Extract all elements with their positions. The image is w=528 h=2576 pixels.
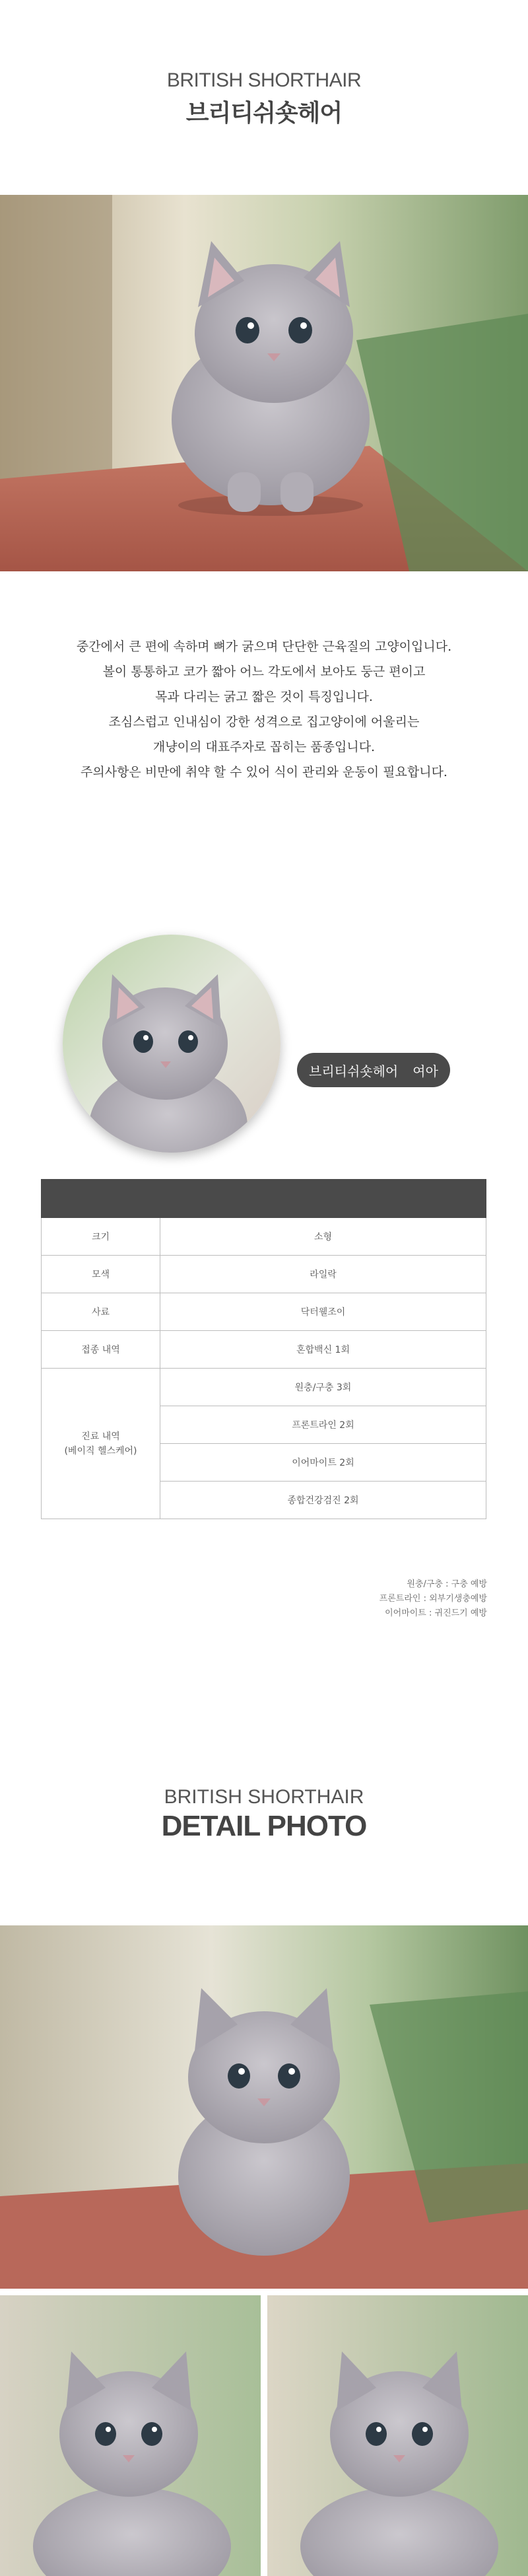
breed-sex-badge bbox=[297, 1053, 450, 1087]
detail-photo-title: DETAIL PHOTO bbox=[161, 1810, 367, 1842]
medical-history-label bbox=[42, 1369, 160, 1519]
kitten-profile-photo bbox=[63, 935, 280, 1153]
note-line: 원충/구충 : 구충 예방 bbox=[407, 1579, 487, 1589]
kitten-photo-detail-large bbox=[0, 1925, 528, 2289]
kitten-info-table bbox=[41, 1179, 486, 1519]
row-value: 닥터웰조이 bbox=[160, 1293, 486, 1331]
row-label: 접종 내역 bbox=[42, 1331, 160, 1369]
page-header bbox=[0, 69, 528, 128]
medical-value: 프론트라인 2회 bbox=[160, 1406, 486, 1444]
medical-label-line2: (베이직 헬스케어) bbox=[64, 1445, 137, 1456]
description-line: 볼이 통통하고 코가 짧아 어느 각도에서 보아도 둥근 편이고 bbox=[102, 664, 426, 679]
breed-description bbox=[0, 634, 528, 785]
description-line: 목과 다리는 굵고 짧은 것이 특징입니다. bbox=[155, 690, 373, 704]
table-row bbox=[42, 1331, 486, 1369]
note-line: 이어마이트 : 귀진드기 예방 bbox=[385, 1608, 487, 1618]
header-korean-title: 브리티쉬숏헤어 bbox=[185, 100, 343, 127]
row-value: 혼합백신 1회 bbox=[160, 1331, 486, 1369]
header-english-title: BRITISH SHORTHAIR bbox=[166, 69, 362, 91]
breed-name: 브리티쉬숏헤어 bbox=[309, 1063, 399, 1079]
description-line: 주의사항은 비만에 취약 할 수 있어 식이 관리와 운동이 필요합니다. bbox=[81, 765, 447, 779]
row-label: 모색 bbox=[42, 1256, 160, 1293]
medical-label-line1: 진료 내역 bbox=[81, 1431, 120, 1442]
table-row bbox=[42, 1256, 486, 1293]
row-label: 사료 bbox=[42, 1293, 160, 1331]
detail-photo-header bbox=[0, 1786, 528, 1843]
medical-notes bbox=[380, 1577, 487, 1621]
kitten-photo-detail-right bbox=[267, 2295, 528, 2576]
medical-value: 이어마이트 2회 bbox=[160, 1444, 486, 1482]
medical-value: 원충/구충 3회 bbox=[160, 1369, 486, 1406]
description-line: 개냥이의 대표주자로 꼽히는 품종입니다. bbox=[152, 740, 376, 754]
row-label: 크기 bbox=[42, 1218, 160, 1256]
table-row bbox=[42, 1218, 486, 1256]
medical-value: 종합건강검진 2회 bbox=[160, 1482, 486, 1519]
description-line: 중간에서 큰 편에 속하며 뼈가 굵으며 단단한 근육질의 고양이입니다. bbox=[76, 639, 452, 654]
row-value: 라일락 bbox=[160, 1256, 486, 1293]
kitten-photo-detail-left bbox=[0, 2295, 261, 2576]
description-line: 조심스럽고 인내심이 강한 성격으로 집고양이에 어울리는 bbox=[108, 715, 420, 729]
kitten-photo-main bbox=[0, 195, 528, 571]
table-header-row bbox=[42, 1180, 486, 1218]
row-value: 소형 bbox=[160, 1218, 486, 1256]
table-header-cell bbox=[42, 1180, 160, 1218]
detail-english-subtitle: BRITISH SHORTHAIR bbox=[164, 1786, 364, 1808]
table-header-cell bbox=[160, 1180, 486, 1218]
table-row bbox=[42, 1369, 486, 1406]
kitten-sex: 여아 bbox=[412, 1063, 438, 1079]
note-line: 프론트라인 : 외부기생충예방 bbox=[379, 1594, 487, 1604]
table-row bbox=[42, 1293, 486, 1331]
